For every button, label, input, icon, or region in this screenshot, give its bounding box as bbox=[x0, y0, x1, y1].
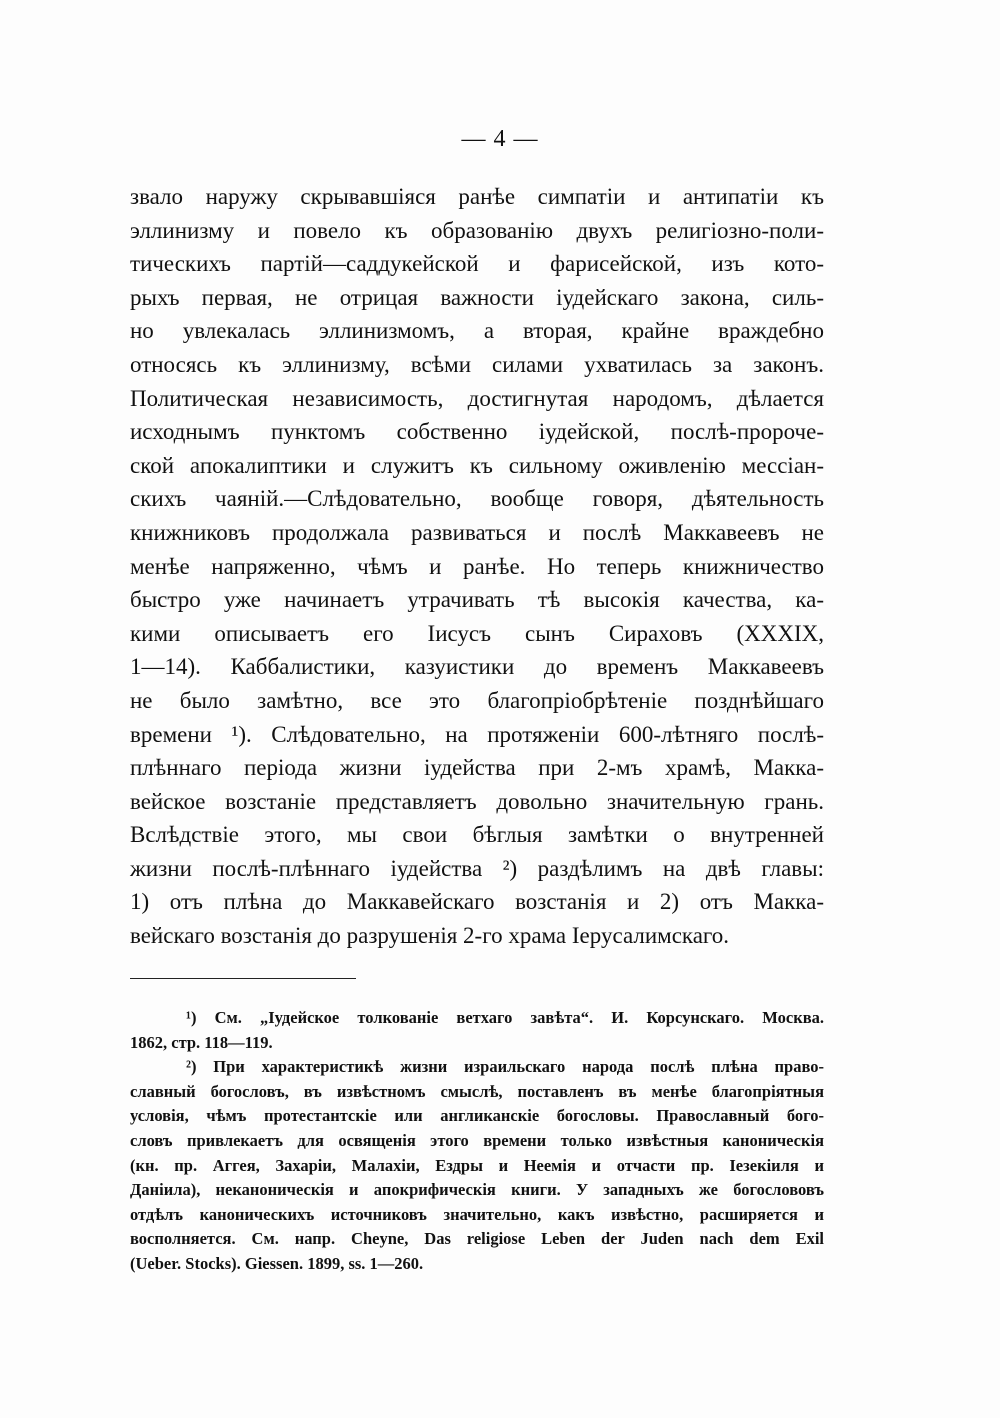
text-line: менѣе напряженно, чѣмъ и ранѣе. Но теперь книжничество bbox=[130, 553, 824, 579]
main-text bbox=[130, 180, 824, 953]
text-line: книжниковъ продолжала развиваться и послѣ Маккавеевъ не bbox=[130, 519, 824, 545]
text-line: не было замѣтно, все это благопріобрѣтеніе позднѣйшаго bbox=[130, 687, 824, 713]
text-line: относясь къ эллинизму, всѣми силами ухватилась за законъ. bbox=[130, 351, 824, 377]
footnote-line: ¹) См. „Іудейское толкованіе ветхаго завѣта“. И. Корсунскаго. Москва. bbox=[186, 1008, 824, 1027]
footnote-line: (кн. пр. Аггея, Захаріи, Малахіи, Ездры и Неемія и отчасти пр. Іезекіиля и bbox=[130, 1155, 824, 1175]
footnote-line: Даніила), неканоническія и апокрифическія книги. У западныхъ же богослововъ bbox=[130, 1180, 824, 1200]
footnote-line: 1862, стр. 118—119. bbox=[130, 1032, 273, 1052]
page-number: — 4 — bbox=[461, 126, 539, 152]
text-line: вейскаго возстанія до разрушенія 2-го храма Іерусалимскаго. bbox=[130, 923, 730, 949]
text-line: тическихъ партій—саддукейской и фарисейской, изъ кото- bbox=[130, 251, 824, 277]
footnotes bbox=[130, 1006, 824, 1277]
footnote-line: условія, чѣмъ протестантскіе или англиканскіе богословы. Православный бого- bbox=[130, 1106, 824, 1126]
text-line: вейское возстаніе представляетъ довольно значительную грань. bbox=[130, 788, 824, 814]
text-line: кими описываетъ его Іисусъ сынъ Сираховъ (XXXIX, bbox=[130, 620, 824, 646]
footnote-separator bbox=[130, 978, 356, 979]
text-line: эллинизму и повело къ образованію двухъ религіозно-поли- bbox=[130, 217, 824, 243]
text-line: рыхъ первая, не отрицая важности іудейскаго закона, силь- bbox=[130, 284, 824, 310]
text-line: ской апокалиптики и служитъ къ сильному оживленію мессіан- bbox=[130, 452, 824, 478]
footnote-line: отдѣлъ каноническихъ источниковъ значительно, какъ извѣстно, расширяется и bbox=[130, 1204, 824, 1224]
footnote-line: словъ привлекаетъ для освященія этого времени только извѣстныя каноническія bbox=[130, 1130, 824, 1150]
text-line: времени ¹). Слѣдовательно, на протяженіи 600-лѣтняго послѣ- bbox=[130, 721, 824, 747]
text-line: исходнымъ пунктомъ собственно іудейской, послѣ-пророче- bbox=[130, 419, 824, 445]
footnote-line: восполняется. См. напр. Cheyne, Das religiose Leben der Juden nach dem Exil bbox=[130, 1229, 824, 1249]
text-line: 1—14). Каббалистики, казуистики до временъ Маккавеевъ bbox=[130, 654, 824, 680]
text-line: быстро уже начинаетъ утрачивать тѣ высокія качества, ка- bbox=[130, 587, 824, 613]
text-line: но увлекалась эллинизмомъ, а вторая, крайне враждебно bbox=[130, 318, 824, 344]
footnote-line: славный богословъ, въ извѣстномъ смыслѣ, поставленъ въ менѣе благопріятныя bbox=[130, 1081, 824, 1101]
text-line: жизни послѣ-плѣннаго іудейства ²) раздѣлимъ на двѣ главы: bbox=[130, 855, 824, 881]
text-line: Политическая независимость, достигнутая народомъ, дѣлается bbox=[130, 385, 824, 411]
text-line: Вслѣдствіе этого, мы свои бѣглыя замѣтки о внутренней bbox=[130, 822, 824, 848]
footnote-line: (Ueber. Stocks). Giessen. 1899, ss. 1—260. bbox=[130, 1253, 424, 1273]
text-line: плѣннаго періода жизни іудейства при 2-мъ храмѣ, Макка- bbox=[130, 755, 824, 781]
text-line: скихъ чаяній.—Слѣдовательно, вообще говоря, дѣятельность bbox=[130, 486, 824, 512]
text-line: 1) отъ плѣна до Маккавейскаго возстанія и 2) отъ Макка- bbox=[130, 889, 824, 915]
footnote-line: ²) При характеристикѣ жизни израильскаго народа послѣ плѣна право- bbox=[186, 1057, 824, 1077]
text-line: звало наружу скрывавшіяся ранѣе симпатіи и антипатіи къ bbox=[130, 184, 824, 209]
